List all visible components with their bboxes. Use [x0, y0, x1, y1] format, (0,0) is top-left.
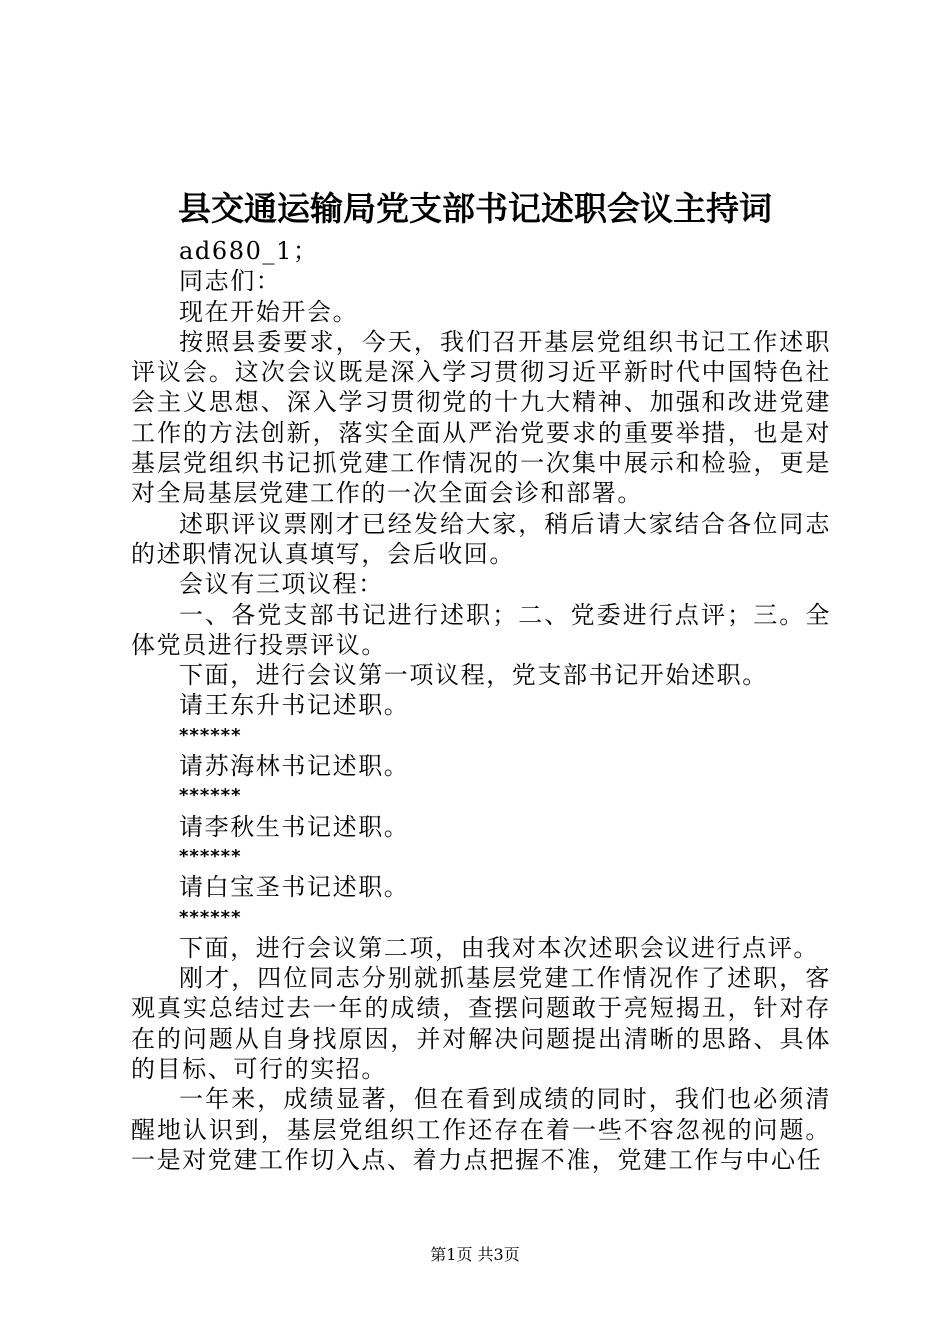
- paragraph: 现在开始开会。: [179, 297, 359, 326]
- paragraph: 请李秋生书记述职。: [179, 812, 410, 841]
- paragraph: 请白宝圣书记述职。: [179, 873, 410, 902]
- paragraph: ad680_1；: [179, 237, 319, 265]
- paragraph: 下面，进行会议第一项议程，党支部书记开始述职。: [179, 661, 768, 690]
- page-footer: 第1页 共3页: [430, 1245, 520, 1264]
- paragraph: 下面，进行会议第二项，由我对本次述职会议进行点评。: [179, 933, 819, 962]
- document-title: 县交通运输局党支部书记述职会议主持词: [178, 189, 772, 228]
- paragraph: 同志们：: [179, 267, 282, 296]
- paragraph: 述职评议票刚才已经发给大家，稍后请大家结合各位同志的述职情况认真填写，会后收回。: [131, 509, 831, 568]
- paragraph: 按照县委要求，今天，我们召开基层党组织书记工作述职评议会。这次会议既是深入学习贯彻习近平新时代中国特色社会主义思想、深入学习贯彻党的十九大精神、加强和改进党建工作的方法创新，落实全面从严治党要求的重要举措，也是对基层党组织书记抓党建工作情况的一次集中展示和检验，更是对全局基层党建工作的一次全面会诊和部署。: [131, 327, 831, 508]
- document-body: [131, 236, 831, 1175]
- paragraph: 一年来，成绩显著，但在看到成绩的同时，我们也必须清醒地认识到，基层党组织工作还存在着一些不容忽视的问题。一是对党建工作切入点、着力点把握不准，党建工作与中心任: [131, 1085, 831, 1174]
- separator-stars: ******: [179, 906, 242, 928]
- separator-stars: ******: [179, 724, 242, 746]
- separator-stars: ******: [179, 845, 242, 867]
- paragraph: 会议有三项议程：: [179, 570, 384, 599]
- separator-stars: ******: [179, 785, 242, 807]
- paragraph: 一、各党支部书记进行述职；二、党委进行点评；三。全体党员进行投票评议。: [131, 600, 831, 659]
- paragraph: 请王东升书记述职。: [179, 691, 410, 720]
- paragraph: 请苏海林书记述职。: [179, 752, 410, 781]
- paragraph: 刚才，四位同志分别就抓基层党建工作情况作了述职，客观真实总结过去一年的成绩，查摆问题敢于亮短揭丑，针对存在的问题从自身找原因，并对解决问题提出清晰的思路、具体的目标、可行的实招。: [131, 964, 831, 1084]
